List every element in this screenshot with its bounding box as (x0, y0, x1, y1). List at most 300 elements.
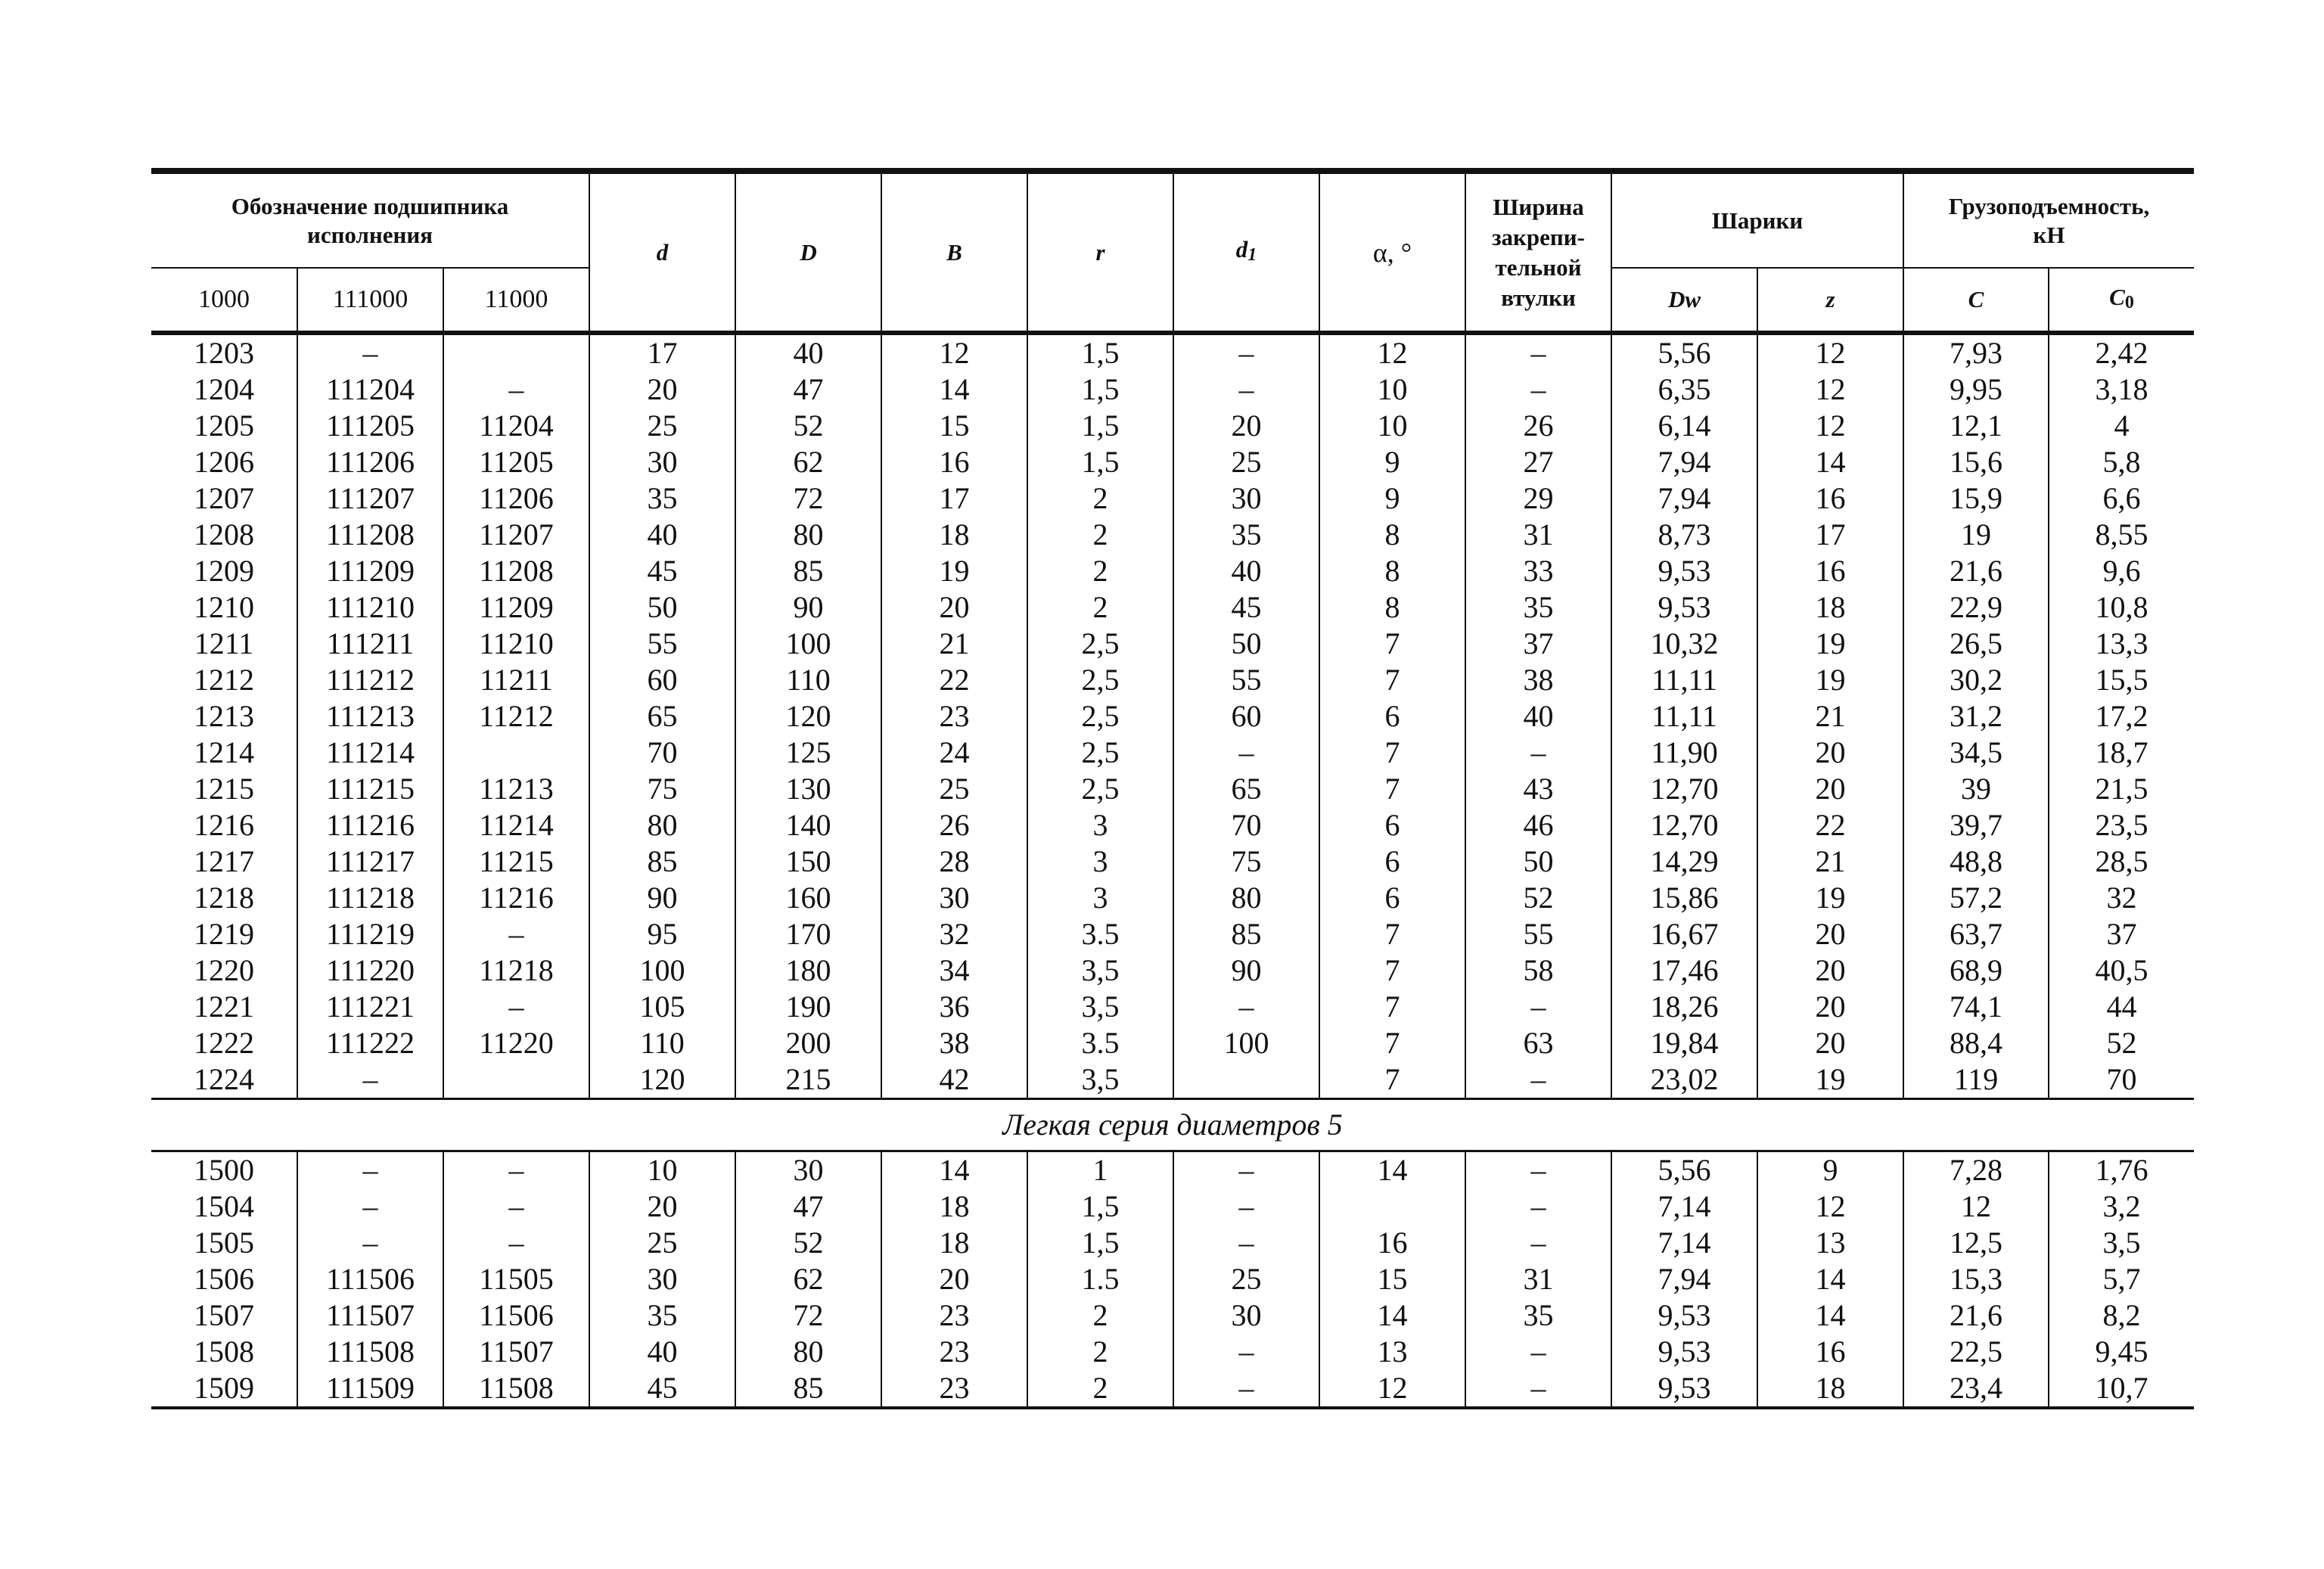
table-cell: 5,8 (2049, 444, 2194, 480)
table-cell: – (1465, 371, 1611, 408)
table-cell: 3 (1027, 807, 1173, 844)
table-row (151, 480, 2194, 517)
table-row (151, 989, 2194, 1025)
table-cell: – (443, 371, 589, 408)
table-cell: – (1173, 989, 1319, 1025)
table-cell: 3,5 (2049, 1225, 2194, 1261)
table-cell: 14 (1319, 1297, 1465, 1334)
table-cell: 111217 (297, 844, 443, 880)
table-cell: 28 (881, 844, 1027, 880)
table-cell: 23 (881, 1370, 1027, 1408)
table-cell: 26,5 (1903, 626, 2049, 662)
table-cell: 62 (735, 444, 881, 480)
table-row (151, 333, 2194, 371)
table-cell: 11208 (443, 553, 589, 589)
table-cell: 105 (589, 989, 735, 1025)
table-cell: 90 (589, 880, 735, 916)
table-cell: 18 (881, 1225, 1027, 1261)
table-cell: 55 (1173, 662, 1319, 698)
table-cell: – (1173, 1370, 1319, 1408)
table-cell: 21,6 (1903, 553, 2049, 589)
table-row (151, 1188, 2194, 1225)
table-cell: 1504 (194, 1189, 254, 1223)
table-cell: 6,6 (2049, 480, 2194, 517)
table-cell: 40 (1173, 553, 1319, 589)
table-cell: 140 (735, 807, 881, 844)
table-cell: 58 (1465, 952, 1611, 989)
table-cell: 26 (881, 807, 1027, 844)
table-cell: 11211 (443, 662, 589, 698)
table-cell: 17 (1757, 517, 1903, 553)
table-cell: 14 (1319, 1151, 1465, 1189)
table-cell: 70 (589, 735, 735, 771)
table-cell: 1211 (194, 626, 254, 660)
table-cell: 17,46 (1611, 952, 1757, 989)
table-cell: 32 (881, 916, 1027, 952)
table-cell: 6 (1319, 880, 1465, 916)
table-cell: 10,7 (2049, 1370, 2194, 1408)
table-cell: 38 (881, 1025, 1027, 1061)
table-cell (443, 735, 589, 771)
table-cell: 16 (1757, 480, 1903, 517)
table-cell: – (1465, 1370, 1611, 1408)
table-cell: 20 (881, 589, 1027, 626)
table-cell: 111205 (297, 408, 443, 444)
table-cell: 72 (735, 480, 881, 517)
table-cell: 35 (589, 1297, 735, 1334)
table-cell: 47 (735, 1188, 881, 1225)
table-cell: 39,7 (1903, 807, 2049, 844)
table-cell: 40,5 (2049, 952, 2194, 989)
table-cell: 111222 (297, 1025, 443, 1061)
table-cell: 30 (1173, 480, 1319, 517)
table-cell: 10 (1319, 408, 1465, 444)
table-cell: 16 (881, 444, 1027, 480)
table-row (151, 1334, 2194, 1370)
table-cell: 27 (1465, 444, 1611, 480)
table-cell: 38 (1465, 662, 1611, 698)
table-cell: – (1465, 989, 1611, 1025)
table-cell: 7 (1319, 916, 1465, 952)
table-row (151, 844, 2194, 880)
table-row (151, 1061, 2194, 1099)
table-cell: 18 (1757, 589, 1903, 626)
table-cell: 12 (1319, 333, 1465, 371)
table-cell: 17,2 (2049, 698, 2194, 735)
table-cell: 52 (735, 1225, 881, 1261)
table-cell: 20 (881, 1261, 1027, 1297)
table-cell: – (1173, 371, 1319, 408)
table-cell: 42 (881, 1061, 1027, 1099)
table-cell: 111213 (297, 698, 443, 735)
header-d1-main: d (1235, 236, 1248, 263)
table-cell: 1212 (194, 663, 254, 697)
table-cell: 40 (1465, 698, 1611, 735)
table-cell: 11505 (443, 1261, 589, 1297)
table-cell: 2 (1027, 589, 1173, 626)
table-cell: 30,2 (1903, 662, 2049, 698)
table-cell: 111207 (297, 480, 443, 517)
table-row (151, 517, 2194, 553)
table-cell: 30 (735, 1151, 881, 1189)
table-cell: 85 (1173, 916, 1319, 952)
balls-group-header: Шарики (1611, 171, 1903, 268)
table-cell: 85 (735, 553, 881, 589)
table-cell: 80 (589, 807, 735, 844)
table-cell: 2 (1027, 480, 1173, 517)
header-d: d (589, 171, 735, 333)
table-cell: 111508 (297, 1334, 443, 1370)
table-cell: 1508 (194, 1334, 254, 1369)
table-cell: 18 (1757, 1370, 1903, 1408)
table-cell: 9,53 (1611, 553, 1757, 589)
table-cell: 6 (1319, 844, 1465, 880)
table-cell: 180 (735, 952, 881, 989)
table-cell: 9 (1319, 480, 1465, 517)
table-cell: 15,86 (1611, 880, 1757, 916)
table-cell: 12 (1319, 1370, 1465, 1408)
table-cell: 35 (1465, 1297, 1611, 1334)
table-cell: 8 (1319, 589, 1465, 626)
table-cell: 8,55 (2049, 517, 2194, 553)
header-sleeve-width: Ширина закрепи-тельной втулки (1465, 171, 1611, 333)
table-cell: 75 (589, 771, 735, 807)
table-cell: 18 (881, 517, 1027, 553)
table-cell: 22,9 (1903, 589, 2049, 626)
table-cell: 20 (1757, 952, 1903, 989)
table-cell: 14 (881, 1151, 1027, 1189)
table-cell: 111204 (297, 371, 443, 408)
bearing-table (151, 168, 2194, 1409)
table-cell: 63,7 (1903, 916, 2049, 952)
table-cell: 34,5 (1903, 735, 2049, 771)
table-cell: 23,02 (1611, 1061, 1757, 1099)
table-cell: 7 (1319, 735, 1465, 771)
table-cell: 34 (881, 952, 1027, 989)
table-cell: 60 (1173, 698, 1319, 735)
table-cell: 9,53 (1611, 1297, 1757, 1334)
table-cell: 26 (1465, 408, 1611, 444)
table-cell: 21 (1757, 844, 1903, 880)
table-cell: 15,9 (1903, 480, 2049, 517)
table-cell: 13,3 (2049, 626, 2194, 662)
table-cell: 19,84 (1611, 1025, 1757, 1061)
table-row (151, 626, 2194, 662)
table-cell: 7,94 (1611, 1261, 1757, 1297)
table-cell: 6,35 (1611, 371, 1757, 408)
table-cell: 111215 (297, 771, 443, 807)
table-cell: 111220 (297, 952, 443, 989)
table-cell: 111507 (297, 1297, 443, 1334)
section-title: Легкая серия диаметров 5 (151, 1099, 2194, 1151)
table-cell: 2,5 (1027, 735, 1173, 771)
table-cell: 88,4 (1903, 1025, 2049, 1061)
table-cell: 1218 (194, 881, 254, 915)
table-cell: 3,5 (1027, 1061, 1173, 1099)
table-cell: 12,70 (1611, 807, 1757, 844)
table-cell: 35 (589, 480, 735, 517)
table-cell: 20 (1757, 735, 1903, 771)
header-C0-main: C (2109, 283, 2125, 310)
table-cell: 1509 (194, 1371, 254, 1405)
series-2-body (151, 333, 2194, 1099)
table-cell: 35 (1173, 517, 1319, 553)
table-cell: 20 (589, 371, 735, 408)
table-cell: 30 (1173, 1297, 1319, 1334)
header-r: r (1027, 171, 1173, 333)
table-cell: 20 (1757, 1025, 1903, 1061)
table-row (151, 408, 2194, 444)
table-cell: 200 (735, 1025, 881, 1061)
table-cell: 15,6 (1903, 444, 2049, 480)
table-cell: 8 (1319, 517, 1465, 553)
table-cell: 7 (1319, 626, 1465, 662)
table-row (151, 1025, 2194, 1061)
table-cell: 55 (589, 626, 735, 662)
table-cell: 9,6 (2049, 553, 2194, 589)
table-cell: 1222 (194, 1026, 254, 1060)
table-cell: 100 (735, 626, 881, 662)
table-cell: 14 (1757, 444, 1903, 480)
table-cell: 43 (1465, 771, 1611, 807)
table-cell: 25 (1173, 444, 1319, 480)
table-cell: 30 (881, 880, 1027, 916)
table-cell: 15 (881, 408, 1027, 444)
table-cell: 215 (735, 1061, 881, 1099)
table-cell: 12,70 (1611, 771, 1757, 807)
table-cell: 7,14 (1611, 1188, 1757, 1225)
series-5-body (151, 1151, 2194, 1409)
table-cell: 30 (589, 444, 735, 480)
table-cell: 2 (1027, 553, 1173, 589)
table-cell: 12,1 (1903, 408, 2049, 444)
table-cell: 21 (881, 626, 1027, 662)
table-cell: 80 (735, 517, 881, 553)
table-cell: 80 (735, 1334, 881, 1370)
table-row (151, 771, 2194, 807)
table-cell: 1507 (194, 1298, 254, 1332)
table-cell: 75 (1173, 844, 1319, 880)
table-cell: 1.5 (1027, 1261, 1173, 1297)
table-cell: 3.5 (1027, 916, 1173, 952)
table-cell: 35 (1465, 589, 1611, 626)
table-cell: 10,8 (2049, 589, 2194, 626)
header-D: D (735, 171, 881, 333)
table-cell: 11507 (443, 1334, 589, 1370)
table-cell: 12 (1757, 371, 1903, 408)
table-cell: – (443, 989, 589, 1025)
table-cell: 20 (1757, 916, 1903, 952)
table-cell: 120 (735, 698, 881, 735)
table-cell: 70 (2049, 1061, 2194, 1099)
table-cell: 10,32 (1611, 626, 1757, 662)
table-cell: 25 (881, 771, 1027, 807)
table-cell: – (1465, 1334, 1611, 1370)
table-cell: 3,18 (2049, 371, 2194, 408)
table-cell: 17 (589, 333, 735, 371)
table-cell: 111218 (297, 880, 443, 916)
table-cell: 1 (1027, 1151, 1173, 1189)
capacity-group-header: Грузоподъемность, кН (1903, 171, 2194, 268)
table-cell: 7 (1319, 771, 1465, 807)
table-cell: 3,2 (2049, 1188, 2194, 1225)
table-cell: 36 (881, 989, 1027, 1025)
table-cell: 22 (881, 662, 1027, 698)
table-cell: 111221 (297, 989, 443, 1025)
table-cell: 16,67 (1611, 916, 1757, 952)
table-cell: 9,45 (2049, 1334, 2194, 1370)
table-cell: 25 (1173, 1261, 1319, 1297)
table-cell: 111210 (297, 589, 443, 626)
table-header (151, 171, 2194, 333)
header-C0 (2049, 268, 2194, 333)
header-version-1000: 1000 (151, 268, 297, 333)
table-cell: 16 (1319, 1225, 1465, 1261)
bearing-table-sheet (151, 168, 2194, 1409)
header-version-11000: 11000 (443, 268, 589, 333)
table-cell: – (443, 1188, 589, 1225)
table-cell: 18,26 (1611, 989, 1757, 1025)
table-cell: 2 (1027, 1370, 1173, 1408)
table-cell: 29 (1465, 480, 1611, 517)
table-cell: 111209 (297, 553, 443, 589)
table-row (151, 1370, 2194, 1408)
table-cell: 6 (1319, 698, 1465, 735)
table-cell: 111216 (297, 807, 443, 844)
table-cell: – (297, 1225, 443, 1261)
table-cell: 11214 (443, 807, 589, 844)
table-cell: 1,5 (1027, 333, 1173, 371)
table-cell: – (297, 1061, 443, 1099)
table-cell: 8,2 (2049, 1297, 2194, 1334)
table-cell: – (297, 1151, 443, 1189)
table-cell: 1215 (194, 772, 254, 806)
table-cell: 1220 (194, 953, 254, 987)
table-cell: 2,5 (1027, 626, 1173, 662)
table-cell: – (1465, 333, 1611, 371)
table-row (151, 698, 2194, 735)
table-cell: 23,5 (2049, 807, 2194, 844)
table-cell: 1213 (194, 699, 254, 733)
table-cell: 85 (735, 1370, 881, 1408)
table-row (151, 444, 2194, 480)
table-cell: 2,5 (1027, 662, 1173, 698)
table-cell: 45 (589, 553, 735, 589)
table-cell: 31 (1465, 517, 1611, 553)
table-row (151, 1297, 2194, 1334)
table-cell: 65 (1173, 771, 1319, 807)
table-cell: 5,56 (1611, 1151, 1757, 1189)
table-cell: 57,2 (1903, 880, 2049, 916)
table-cell: 2,42 (2049, 333, 2194, 371)
table-cell: 7,28 (1903, 1151, 2049, 1189)
table-cell: 25 (589, 1225, 735, 1261)
table-cell: 10 (589, 1151, 735, 1189)
header-alpha: α, ° (1319, 171, 1465, 333)
table-cell: 37 (2049, 916, 2194, 952)
table-cell: 90 (735, 589, 881, 626)
table-cell: 111211 (297, 626, 443, 662)
table-cell: 100 (1173, 1025, 1319, 1061)
table-cell: 11205 (443, 444, 589, 480)
table-cell: 11207 (443, 517, 589, 553)
table-cell: 50 (1465, 844, 1611, 880)
table-cell: 8,73 (1611, 517, 1757, 553)
table-cell: 9,95 (1903, 371, 2049, 408)
table-cell: 40 (735, 333, 881, 371)
table-cell: 10 (1319, 371, 1465, 408)
table-cell: 95 (589, 916, 735, 952)
table-cell: 15,5 (2049, 662, 2194, 698)
table-cell: 111206 (297, 444, 443, 480)
table-cell: 47 (735, 371, 881, 408)
table-cell: 3 (1027, 880, 1173, 916)
table-cell: 111212 (297, 662, 443, 698)
table-cell: 63 (1465, 1025, 1611, 1061)
table-cell: 65 (589, 698, 735, 735)
table-cell: 24 (881, 735, 1027, 771)
table-cell: 1204 (194, 372, 254, 406)
table-cell: 190 (735, 989, 881, 1025)
designation-group-header: Обозначение подшипника исполнения (151, 171, 589, 268)
table-cell: 32 (2049, 880, 2194, 916)
table-cell: 11218 (443, 952, 589, 989)
header-Dw: Dw (1611, 268, 1757, 333)
header-version-111000: 111000 (297, 268, 443, 333)
table-cell: – (1173, 1151, 1319, 1189)
table-cell: – (1173, 735, 1319, 771)
table-cell: 18 (881, 1188, 1027, 1225)
table-cell: 1,76 (2049, 1151, 2194, 1189)
table-cell: 45 (589, 1370, 735, 1408)
table-cell: 12 (1757, 408, 1903, 444)
table-cell: 130 (735, 771, 881, 807)
table-cell: 3,5 (1027, 989, 1173, 1025)
table-cell (443, 333, 589, 371)
table-cell: 14 (1757, 1261, 1903, 1297)
table-cell: 111509 (297, 1370, 443, 1408)
table-cell: 3 (1027, 844, 1173, 880)
table-cell: – (443, 1225, 589, 1261)
section-divider (151, 1099, 2194, 1151)
table-cell: 3,5 (1027, 952, 1173, 989)
table-cell: 119 (1903, 1061, 2049, 1099)
table-cell: 7,14 (1611, 1225, 1757, 1261)
table-cell: 28,5 (2049, 844, 2194, 880)
table-cell: – (1173, 1188, 1319, 1225)
table-cell: 1505 (194, 1226, 254, 1260)
table-cell: 1216 (194, 808, 254, 842)
table-row (151, 880, 2194, 916)
table-cell: 1,5 (1027, 408, 1173, 444)
table-row (151, 1225, 2194, 1261)
table-cell: 7,93 (1903, 333, 2049, 371)
table-cell: 8 (1319, 553, 1465, 589)
table-cell: 40 (589, 517, 735, 553)
table-cell: 11506 (443, 1297, 589, 1334)
table-cell: 7,94 (1611, 444, 1757, 480)
table-cell: 7 (1319, 1025, 1465, 1061)
table-cell: 21,6 (1903, 1297, 2049, 1334)
table-cell: 125 (735, 735, 881, 771)
table-cell: – (1465, 1151, 1611, 1189)
table-cell: 12 (881, 333, 1027, 371)
table-cell: 11216 (443, 880, 589, 916)
table-cell: 48,8 (1903, 844, 2049, 880)
table-cell: – (1173, 333, 1319, 371)
table-cell: 18,7 (2049, 735, 2194, 771)
table-cell: 14,29 (1611, 844, 1757, 880)
